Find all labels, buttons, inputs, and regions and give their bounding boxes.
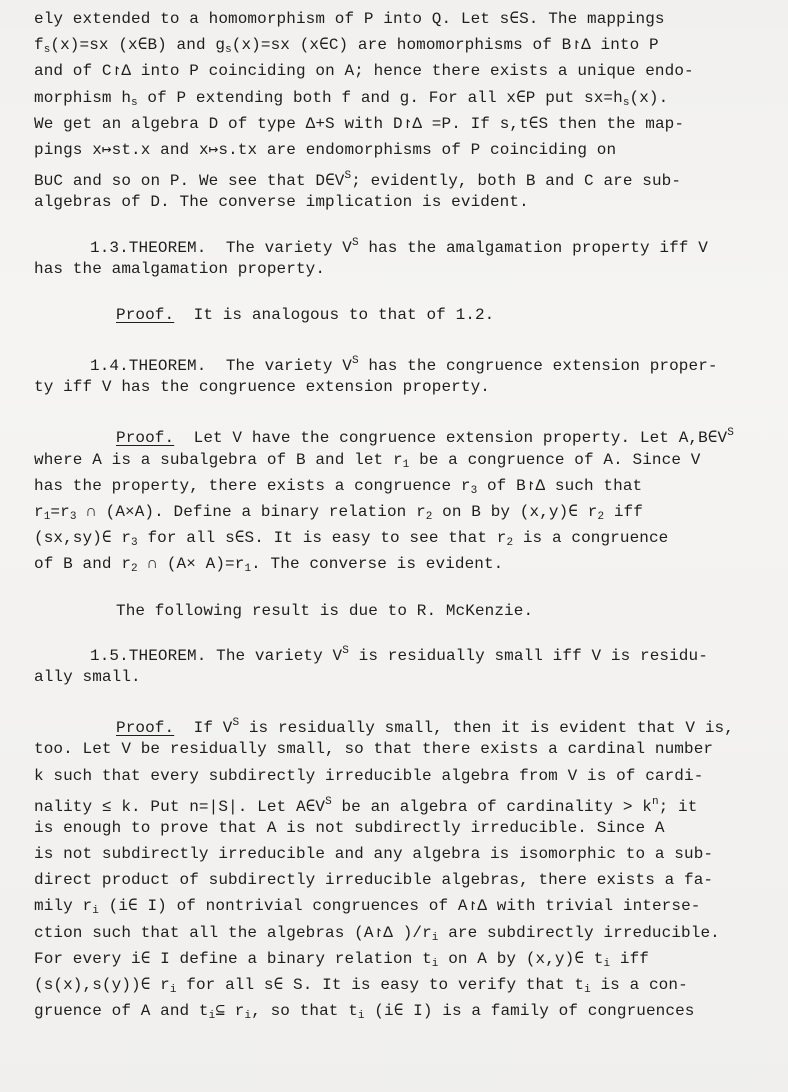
theorem-1-4 (34, 348, 764, 400)
proof14-line: Proof. Let V have the congruence extension property. Let $A,B\in V^S$ (116, 427, 734, 448)
page-body (34, 6, 764, 1024)
p1-line: morphism $h_s$ of P extending both f and g. For all x∈P put $sx=h_s(x)$. (34, 88, 669, 109)
thm15-line: ally small. (34, 667, 141, 686)
thm13-line: has the amalgamation property. (34, 259, 326, 278)
proof15-line: too. Let V be residually small, so that there exists a cardinal number (34, 740, 714, 759)
proof-1-5 (34, 710, 764, 1024)
thm15-line: 1.5.THEOREM. The variety $V^S$ is residually small iff V is residu- (90, 644, 708, 665)
p1-line: algebras of D. The converse implication is evident. (34, 193, 529, 212)
p1-line: pings x↦st.x and x↦s.tx are endomorphisms of P coinciding on (34, 140, 617, 159)
mckenzie-note (34, 598, 764, 624)
proof15-line: nality ≤ k. Put n=|S|. Let $A\in V^S$ be an algebra of cardinality > $k^n$; it (34, 795, 698, 816)
proof15-line: ction such that all the algebras (A↾Δ )$/r_i$ are subdirectly irreducible. (34, 923, 720, 944)
proof15-line: is enough to prove that A is not subdirectly irreducible. Since A (34, 818, 665, 837)
thm14-line: ty iff V has the congruence extension property. (34, 378, 490, 397)
mckenzie-line: The following result is due to R. McKenzie. (116, 601, 534, 620)
p1-line: We get an algebra D of type Δ+S with D↾Δ =P. If s,t∈S then the map- (34, 114, 685, 133)
p1-line: and of C↾Δ into P coinciding on A; hence there exists a unique endo- (34, 62, 694, 81)
proof-1-4 (34, 420, 764, 577)
proof15-line: k such that every subdirectly irreducible algebra from V is of cardi- (34, 766, 704, 785)
proof15-line: Proof. If $V^S$ is residually small, then it is evident that V is, (116, 717, 734, 738)
proof15-line: mily $r_i$ (i∈ I) of nontrivial congruences of A↾Δ with trivial interse- (34, 897, 701, 918)
proof15-line: direct product of subdirectly irreducible algebras, there exists a fa- (34, 871, 714, 890)
proof14-line: of B and $r_2$ ∩ $(A\times A)=r_1$. The converse is evident. (34, 555, 504, 576)
proof15-line: (s(x),s(y))∈ $r_i$ for all s∈ S. It is easy to verify that $t_i$ is a con- (34, 976, 688, 996)
theorem-1-3 (34, 230, 764, 282)
proof15-line: For every i∈ I define a binary relation $t_i$ on A by (x,y)∈ $t_i$ iff (34, 949, 649, 970)
proof-1-3 (34, 302, 764, 328)
paragraph-homomorphism (34, 6, 764, 216)
p1-line: B∪C and so on P. We see that $D\in V^S$; evidently, both B and C are sub- (34, 170, 682, 191)
proof14-line: $r_1=r_3$ ∩ (A×A). Define a binary relation $r_2$ on B by (x,y)∈ $r_2$ iff (34, 503, 643, 523)
theorem-1-5 (34, 638, 764, 690)
proof14-line: (sx,sy)∈ $r_3$ for all s∈S. It is easy to see that $r_2$ is a congruence (34, 529, 669, 550)
proof14-line: has the property, there exists a congruence $r_3$ of B↾Δ such that (34, 476, 643, 497)
p1-line: ely extended to a homomorphism of P into Q. Let s∈S. The mappings (34, 10, 665, 28)
proof15-line: gruence of A and $t_i⊆$ $r_i$, so that $t_i$ (i∈ I) is a family of congruences (34, 1002, 695, 1023)
thm14-line: 1.4.THEOREM. The variety $V^S$ has the congruence extension proper- (90, 355, 718, 376)
thm13-line: 1.3.THEOREM. The variety $V^S$ has the amalgamation property iff V (90, 236, 708, 257)
proof14-line: where A is a subalgebra of B and let $r_1$ be a congruence of A. Since V (34, 450, 701, 471)
proof13-line: Proof. It is analogous to that of 1.2. (116, 305, 495, 324)
p1-line: $f_s(x)=sx$ (x∈B) and $g_s(x)=sx$ (x∈C) are homomorphisms of B↾Δ into P (34, 36, 659, 57)
proof15-line: is not subdirectly irreducible and any algebra is isomorphic to a sub- (34, 845, 714, 864)
